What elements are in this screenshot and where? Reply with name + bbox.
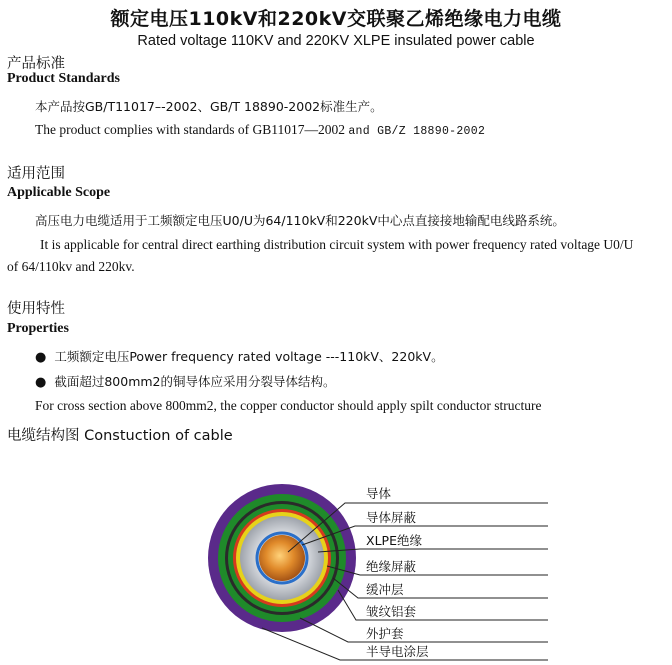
bullet-icon: ● xyxy=(35,350,47,365)
properties-text-en: For cross section above 800mm2, the copper conductor should apply spilt conductor structure xyxy=(35,398,542,413)
applicable-scope-text-cn: 高压电力电缆适用于工频额定电压U0/U为64/110kV和220kV中心点直接接地输配电线路系统。 xyxy=(35,213,565,228)
applicable-scope-heading-cn: 适用范围 xyxy=(7,166,65,182)
property-item-2-text: 截面超过800mm2的铜导体应采用分裂导体结构。 xyxy=(54,374,336,389)
product-standards-text-cn: 本产品按GB/T11017–-2002、GB/T 18890-2002标准生产。 xyxy=(35,99,383,114)
applicable-scope-text-en-1: It is applicable for central direct earthing distribution circuit system with power frequency rated voltage U0/U xyxy=(40,237,634,252)
label-xlpe-insulation: XLPE绝缘 xyxy=(366,533,422,548)
properties-heading-cn: 使用特性 xyxy=(7,301,65,317)
property-item-1-text: 工频额定电压Power frequency rated voltage ---110kV、220kV。 xyxy=(54,349,444,364)
leader-line-outer-sheath xyxy=(300,618,548,642)
title-en: Rated voltage 110KV and 220KV XLPE insulated power cable xyxy=(137,33,535,49)
label-semiconductive-coating: 半导电涂层 xyxy=(366,644,429,659)
label-conductor-screen: 导体屏蔽 xyxy=(366,510,417,525)
label-buffer-layer: 缓冲层 xyxy=(366,582,404,597)
leader-line-insulation-screen xyxy=(327,566,548,575)
product-standards-heading-en: Product Standards xyxy=(7,71,120,86)
label-outer-sheath: 外护套 xyxy=(366,626,404,641)
product-standards-heading-cn: 产品标准 xyxy=(7,56,65,72)
applicable-scope-text-en-2: of 64/110kv and 220kv. xyxy=(7,259,135,274)
label-conductor: 导体 xyxy=(366,486,392,501)
label-insulation-screen: 绝缘屏蔽 xyxy=(366,559,417,574)
product-standards-text-en-main: The product complies with standards of GB11017—2002 xyxy=(35,122,345,137)
label-aluminum-sheath: 皱纹铝套 xyxy=(366,604,417,619)
title-cn: 额定电压110kV和220kV交联聚乙烯绝缘电力电缆 xyxy=(110,8,562,30)
properties-heading-en: Properties xyxy=(7,321,69,336)
bullet-icon: ● xyxy=(35,375,47,390)
cable-body xyxy=(208,484,356,632)
conductor xyxy=(259,535,305,581)
product-standards-text-en-mono: and GB/Z 18890-2002 xyxy=(348,125,486,138)
construction-heading: 电缆结构图 Constuction of cable xyxy=(7,428,233,444)
applicable-scope-heading-en: Applicable Scope xyxy=(7,185,111,200)
